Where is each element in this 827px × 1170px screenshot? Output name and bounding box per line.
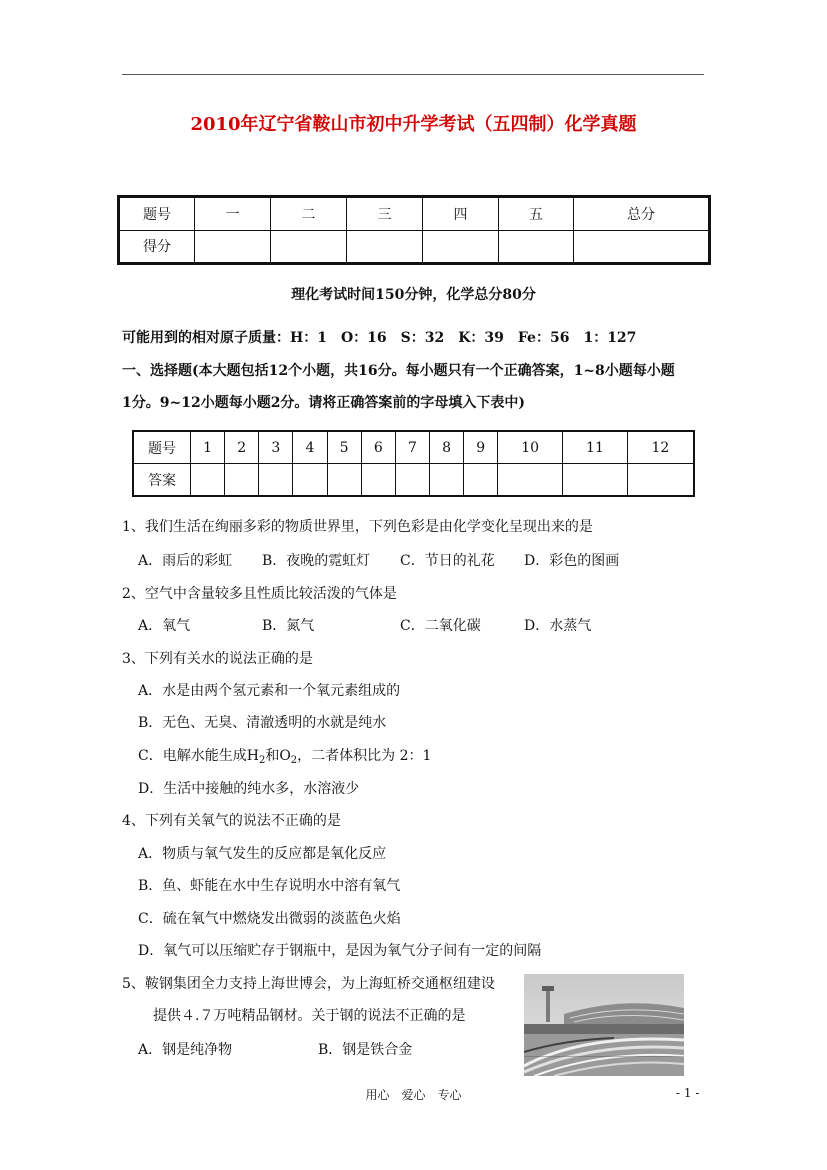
header-rule — [122, 74, 704, 75]
answer-cell — [464, 464, 498, 497]
question-2-option-c: C．二氧化碳 — [400, 618, 481, 634]
answer-number-cell: 8 — [429, 431, 463, 464]
score-header-cell: 三 — [347, 197, 423, 231]
question-4-option-c: C．硫在氧气中燃烧发出微弱的淡蓝色火焰 — [138, 911, 401, 927]
score-cell — [195, 230, 271, 264]
formula-o-subscript: 2 — [290, 755, 298, 766]
score-header-cell: 总分 — [574, 197, 710, 231]
question-2-stem: 2、空气中含量较多且性质比较活泼的气体是 — [122, 586, 397, 602]
answer-number-cell: 10 — [498, 431, 563, 464]
answer-cell — [498, 464, 563, 497]
score-table-header-row — [119, 197, 710, 231]
question-5-stem-continued: 提供４.７万吨精品钢材。关于钢的说法不正确的是 — [153, 1008, 466, 1024]
answer-table-number-row — [133, 431, 694, 464]
answer-cell — [429, 464, 463, 497]
question-3-option-c — [138, 745, 431, 766]
score-row-label: 得分 — [119, 230, 195, 264]
answer-number-cell: 6 — [361, 431, 395, 464]
answer-number-cell: 12 — [627, 431, 694, 464]
question-3-option-a: A．水是由两个氢元素和一个氧元素组成的 — [138, 683, 401, 699]
footer-motto: 用心 爱心 专心 — [365, 1088, 462, 1102]
score-header-cell: 二 — [271, 197, 347, 231]
answer-cell — [563, 464, 628, 497]
question-1-stem: 1、我们生活在绚丽多彩的物质世界里，下列色彩是由化学变化呈现出来的是 — [122, 519, 593, 535]
question-1-option-d: D．彩色的图画 — [524, 553, 620, 569]
question-3-option-d: D．生活中接触的纯水多，水溶液少 — [138, 781, 360, 797]
score-cell — [271, 230, 347, 264]
score-table — [117, 195, 711, 265]
exam-time-note: 理化考试时间150分钟，化学总分80分 — [291, 287, 536, 303]
question-1-option-b: B．夜晚的霓虹灯 — [262, 553, 371, 569]
answer-cell — [327, 464, 361, 497]
score-header-cell: 四 — [423, 197, 499, 231]
formula-h-subscript: 2 — [258, 755, 266, 766]
answer-cell — [293, 464, 327, 497]
question-4-option-b: B．鱼、虾能在水中生存说明水中溶有氧气 — [138, 878, 401, 894]
answer-number-cell: 5 — [327, 431, 361, 464]
question-4-option-d: D．氧气可以压缩贮存于钢瓶中，是因为氧气分子间有一定的间隔 — [138, 943, 542, 959]
answer-table — [132, 430, 695, 497]
question-5-option-a: A．钢是纯净物 — [138, 1042, 233, 1058]
hongqiao-hub-photo — [524, 974, 684, 1076]
answer-cell — [225, 464, 259, 497]
page-title: 2010年辽宁省鞍山市初中升学考试（五四制）化学真题 — [190, 114, 637, 135]
score-cell — [423, 230, 499, 264]
answer-cell — [191, 464, 225, 497]
page-number: - 1 - — [676, 1086, 700, 1100]
answer-number-cell: 9 — [464, 431, 498, 464]
score-header-cell: 五 — [499, 197, 574, 231]
score-cell — [574, 230, 710, 264]
question-5-option-b: B．钢是铁合金 — [318, 1042, 413, 1058]
question-4-option-a: A．物质与氧气发生的反应都是氧化反应 — [138, 846, 387, 862]
question-1-option-a: A．雨后的彩虹 — [138, 553, 233, 569]
question-2-option-a: A．氧气 — [138, 618, 191, 634]
score-table-score-row — [119, 230, 710, 264]
formula-h: H — [246, 748, 259, 764]
question-3-option-c-text: C．电解水能生成 — [138, 748, 247, 764]
score-header-cell: 题号 — [119, 197, 195, 231]
answer-cell — [395, 464, 429, 497]
answer-number-cell: 7 — [395, 431, 429, 464]
answer-number-cell: 11 — [563, 431, 628, 464]
answer-header-label: 题号 — [133, 431, 191, 464]
question-3-option-b: B．无色、无臭、清澈透明的水就是纯水 — [138, 715, 387, 731]
formula-and: 和 — [265, 748, 280, 764]
answer-cell — [361, 464, 395, 497]
question-2-option-d: D．水蒸气 — [524, 618, 592, 634]
question-3-stem: 3、下列有关水的说法正确的是 — [122, 651, 313, 667]
answer-number-cell: 2 — [225, 431, 259, 464]
score-cell — [499, 230, 574, 264]
answer-number-cell: 1 — [191, 431, 225, 464]
answer-cell — [259, 464, 293, 497]
atomic-masses: 可能用到的相对原子质量：H：1 O：16 S：32 K：39 Fe：56 1：127 — [122, 330, 637, 346]
answer-row-label: 答案 — [133, 464, 191, 497]
answer-table-answer-row — [133, 464, 694, 497]
formula-o: O — [279, 748, 291, 764]
answer-number-cell: 3 — [259, 431, 293, 464]
question-5-stem: 5、鞍钢集团全力支持上海世博会，为上海虹桥交通枢纽建设 — [122, 976, 495, 992]
question-1-option-c: C．节日的礼花 — [400, 553, 495, 569]
score-header-cell: 一 — [195, 197, 271, 231]
answer-cell — [627, 464, 694, 497]
answer-number-cell: 4 — [293, 431, 327, 464]
question-4-stem: 4、下列有关氧气的说法不正确的是 — [122, 813, 341, 829]
question-3-option-c-rest: ，二者体积比为 2：1 — [297, 748, 432, 764]
score-cell — [347, 230, 423, 264]
question-2-option-b: B．氮气 — [262, 618, 315, 634]
section1-instructions-line2: 1分。9~12小题每小题2分。请将正确答案前的字母填入下表中) — [122, 395, 526, 411]
section1-instructions-line1: 一、选择题(本大题包括12个小题，共16分。每小题只有一个正确答案，1~8小题每小题 — [122, 363, 675, 379]
